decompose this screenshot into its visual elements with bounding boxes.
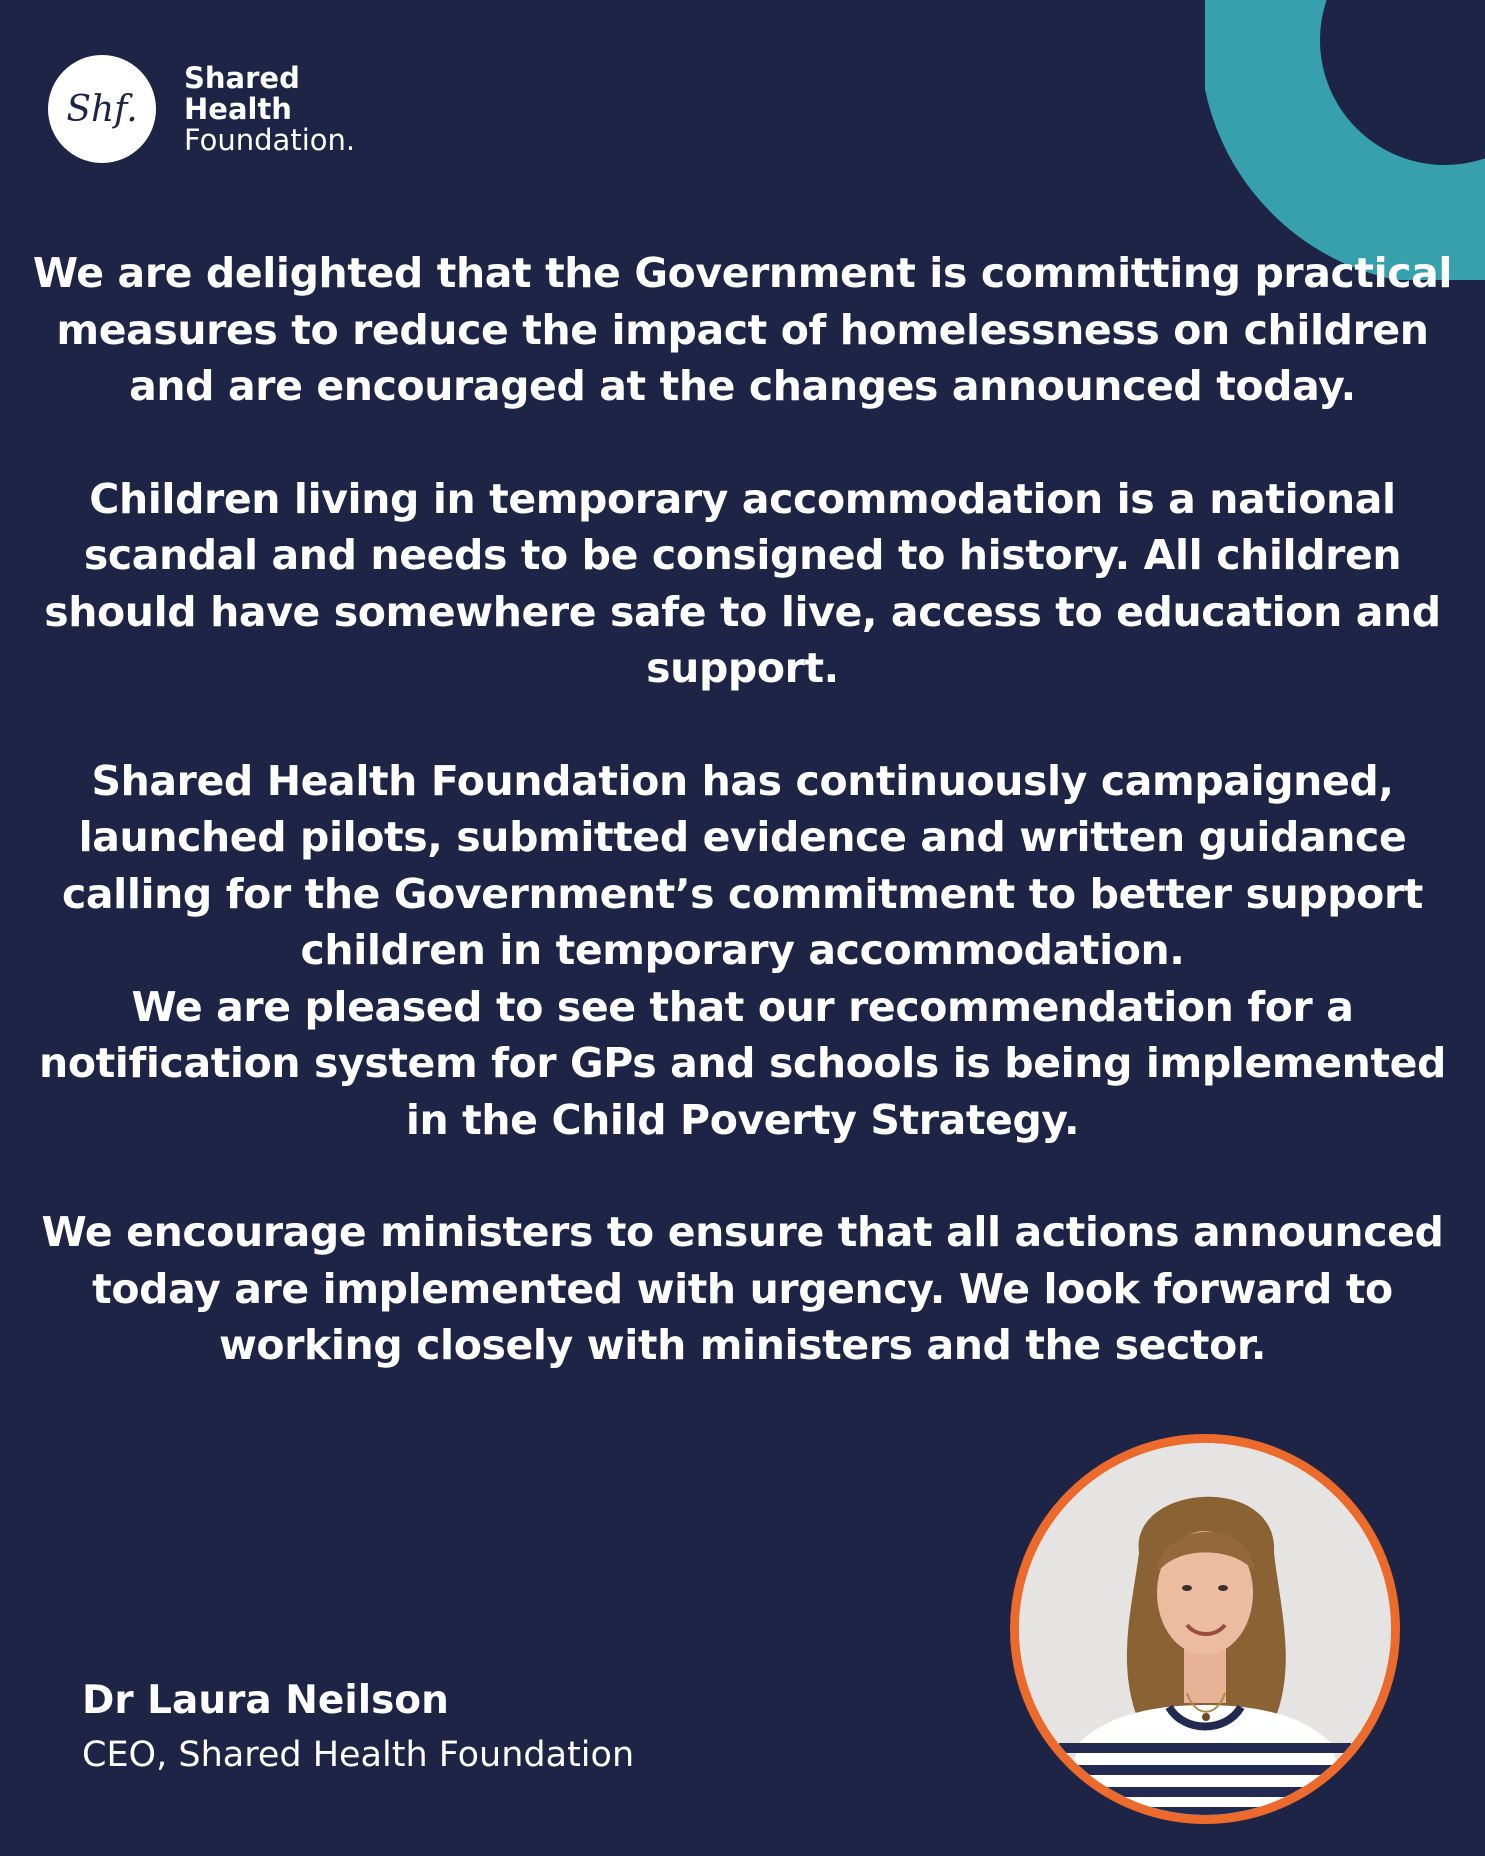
logo-monogram [48, 55, 156, 163]
brand-name-line3: Foundation. [184, 122, 356, 157]
statement-text [30, 245, 1455, 1374]
portrait-photo [1010, 1434, 1400, 1824]
signature-block [82, 1676, 634, 1780]
person-portrait-icon [1019, 1443, 1391, 1815]
signature-role: CEO, Shared Health Foundation [82, 1735, 635, 1775]
svg-text:Shf.: Shf. [66, 89, 138, 130]
statement-paragraph-3b: We are pleased to see that our recommendation for a notification system for GPs and schools is being implemented in the Child Poverty Strategy. [39, 982, 1446, 1144]
brand-name-line2: Health [184, 91, 292, 126]
monogram-signature-icon [48, 55, 156, 163]
signature-name: Dr Laura Neilson [82, 1678, 449, 1723]
statement-paragraph-1: We are delighted that the Government is committing practical measures to reduce the impact of homelessness on children and are encouraged at the changes announced today. [32, 249, 1453, 410]
statement-paragraph-2: Children living in temporary accommodation is a national scandal and needs to be consigned to history. All children should have somewhere safe to live, access to education and support. [44, 474, 1441, 692]
brand-name-line1: Shared [184, 60, 300, 95]
brand-logo [48, 55, 355, 163]
decorative-arc-icon [1205, 0, 1485, 280]
brand-name [184, 60, 356, 157]
statement-paragraph-4: We encourage ministers to ensure that all actions announced today are implemented with urgency. We look forward to working closely with ministers and the sector. [41, 1208, 1444, 1369]
statement-paragraph-3a: Shared Health Foundation has continuously campaigned, launched pilots, submitted evidence and written guidance calling for the Government’s commitment to better support children in temporary accommodation. [62, 756, 1423, 974]
